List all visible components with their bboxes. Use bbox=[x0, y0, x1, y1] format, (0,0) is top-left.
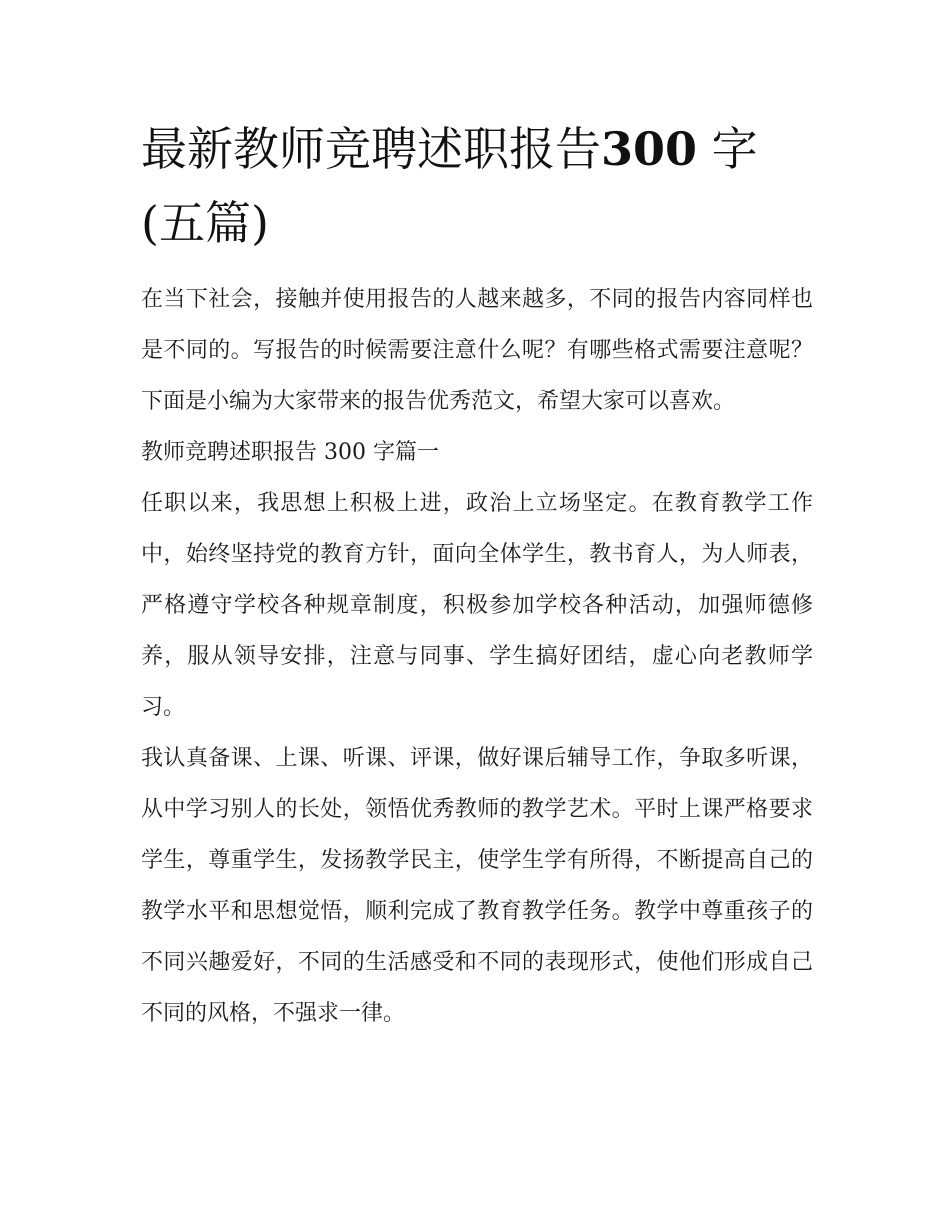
section-heading: 教师竞聘述职报告 300 字篇一 bbox=[141, 440, 439, 465]
body-paragraph-2: 我认真备课、上课、听课、评课，做好课后辅导工作，争取多听课，从中学习别人的长处，领悟优秀教师的教学艺术。平时上课严格要求学生，尊重学生，发扬教学民主，使学生学有所得，不断提高自己的教学水平和思想觉悟，顺利完成了教育教学任务。教学中尊重孩子的不同兴趣爱好，不同的生活感受和不同的表现形式，使他们形成自己不同的风格，不强求一律。 bbox=[141, 746, 813, 1026]
body-paragraph-1: 任职以来，我思想上积极上进，政治上立场坚定。在教育教学工作中，始终坚持党的教育方针，面向全体学生，教书育人，为人师表，严格遵守学校各种规章制度，积极参加学校各种活动，加强师德修养，服从领导安排，注意与同事、学生搞好团结，虚心向老教师学习。 bbox=[141, 491, 813, 720]
title-prefix: 最新教师竞聘述职报告 bbox=[141, 122, 601, 176]
title-suffix: 字 bbox=[711, 122, 758, 176]
title-number: 300 bbox=[601, 122, 698, 176]
document-content bbox=[141, 112, 813, 1039]
document-body bbox=[141, 274, 813, 1039]
intro-paragraph: 在当下社会，接触并使用报告的人越来越多，不同的报告内容同样也是不同的。写报告的时候需要注意什么呢？有哪些格式需要注意呢？下面是小编为大家带来的报告优秀范文，希望大家可以喜欢。 bbox=[141, 287, 813, 414]
title-line-2: (五篇) bbox=[141, 196, 269, 250]
document-title bbox=[141, 112, 813, 260]
